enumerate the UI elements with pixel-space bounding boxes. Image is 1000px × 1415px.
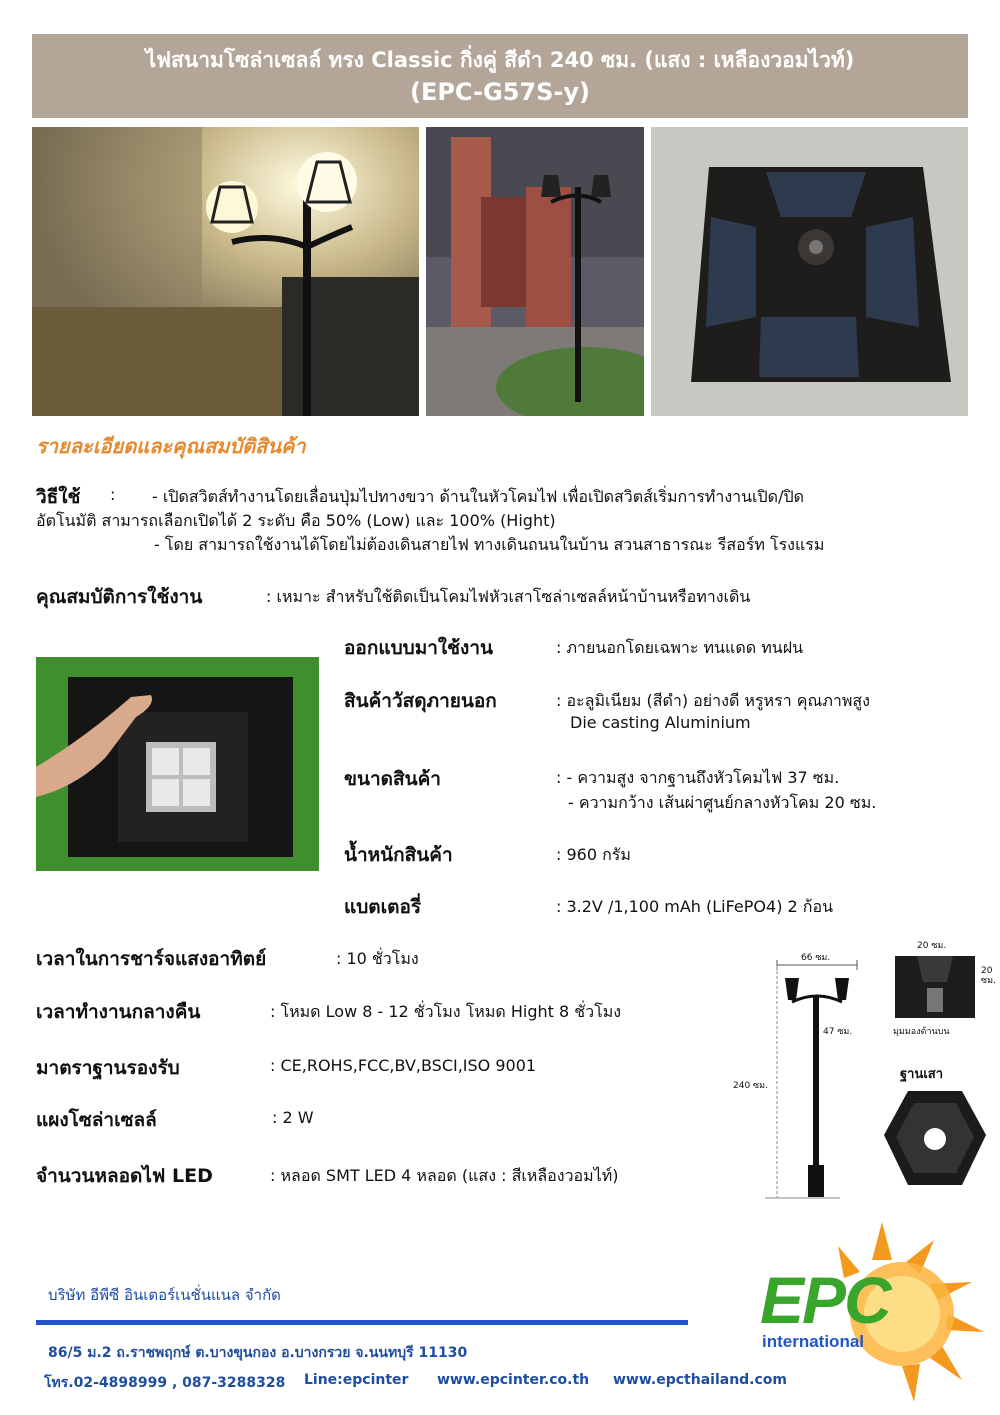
features-label: คุณสมบัติการใช้งาน [36, 586, 203, 608]
base-diagram [878, 1063, 993, 1203]
company-phone: โทร.02-4898999 , 087-3288328 [44, 1375, 286, 1391]
photo-lamp-lit-indoor [32, 127, 419, 416]
spec-value-led: : หลอด SMT LED 4 หลอด (แสง : สีเหลืองวอมไท์) [270, 1166, 619, 1185]
spec-label-led: จำนวนหลอดไฟ LED [36, 1165, 213, 1187]
spec-value-size-2: - ความกว้าง เส้นผ่าศูนย์กลางหัวโคม 20 ซม. [568, 793, 877, 812]
spec-value-material: : อะลูมิเนียม (สีดำ) อย่างดี หรูหรา คุณภาพสูง [556, 691, 870, 710]
spec-label-size: ขนาดสินค้า [344, 768, 441, 790]
usage-line1: - เปิดสวิตส์ทำงานโดยเลื่อนปุ่มไปทางขวา ด้านในหัวโคมไฟ เพื่อเปิดสวิตส์เริ่มการทำงานเปิด/ปิด [152, 487, 805, 506]
usage-label: วิธีใช้ [36, 486, 81, 508]
dimension-diagram [735, 940, 865, 1205]
spec-label-weight: น้ำหนักสินค้า [344, 844, 453, 866]
spec-value-standard: : CE,ROHS,FCC,BV,BSCI,ISO 9001 [270, 1056, 537, 1075]
company-name: บริษัท อีพีซี อินเตอร์เนชั่นแนล จำกัด [48, 1286, 281, 1304]
dim-head-height: 20 ซม. [981, 966, 996, 986]
spec-label-charge: เวลาในการชาร์จแสงอาทิตย์ [36, 948, 267, 970]
spec-label-standard: มาตราฐานรองรับ [36, 1057, 180, 1079]
spec-label-material: สินค้าวัสดุภายนอก [344, 690, 497, 712]
top-view-caption: มุมมองด้านบน [893, 1027, 950, 1037]
features-value: : เหมาะ สำหรับใช้ติดเป็นโคมไฟหัวเสาโซล่าเซลล์หน้าบ้านหรือทางเดิน [266, 587, 751, 606]
spec-value-material-2: Die casting Aluminium [570, 713, 751, 732]
photo-lamp-outdoor [426, 127, 644, 416]
dim-width: 66 ซม. [801, 953, 831, 963]
photo-lamp-switch [36, 657, 319, 871]
spec-label-panel: แผงโซล่าเซลล์ [36, 1109, 157, 1131]
spec-value-weight: : 960 กรัม [556, 845, 631, 864]
website-link-2[interactable]: www.epcthailand.com [613, 1372, 788, 1388]
logo-sub: international [762, 1332, 865, 1351]
base-caption: ฐานเสา [900, 1067, 944, 1082]
spec-label-night: เวลาทำงานกลางคืน [36, 1001, 201, 1023]
spec-value-charge: : 10 ชั่วโมง [336, 949, 419, 968]
logo-brand: EPC [760, 1263, 890, 1337]
usage-line2: อัตโนมัติ สามารถเลือกเปิดได้ 2 ระดับ คือ 50% (Low) และ 100% (Hight) [36, 511, 556, 530]
spec-value-size: : - ความสูง จากฐานถึงหัวโคมไฟ 37 ซม. [556, 768, 840, 787]
spec-label-design: ออกแบบมาใช้งาน [344, 637, 493, 659]
spec-value-panel: : 2 W [272, 1108, 314, 1127]
spec-value-night: : โหมด Low 8 - 12 ชั่วโมง โหมด Hight 8 ชั่วโมง [270, 1002, 622, 1021]
spec-label-battery: แบตเตอรี่ [344, 896, 422, 918]
title-banner [32, 34, 968, 118]
dim-arm: 47 ซม. [823, 1027, 853, 1037]
company-line[interactable]: Line:epcinter [304, 1372, 409, 1388]
head-top-diagram [887, 938, 999, 1038]
footer-divider [36, 1320, 688, 1325]
website-link-1[interactable]: www.epcinter.co.th [437, 1372, 590, 1388]
usage-colon: : [110, 485, 116, 504]
spec-value-battery: : 3.2V /1,100 mAh (LiFePO4) 2 ก้อน [556, 897, 834, 916]
product-code: (EPC-G57S-y) [409, 78, 591, 106]
section-title: รายละเอียดและคุณสมบัติสินค้า [36, 434, 306, 458]
usage-line3: - โดย สามารถใช้งานได้โดยไม่ต้องเดินสายไฟ ทางเดินถนนในบ้าน สวนสาธารณะ รีสอร์ท โรงแรม [154, 535, 825, 554]
epc-logo [752, 1222, 984, 1402]
dim-head-width: 20 ซม. [917, 941, 947, 951]
company-address: 86/5 ม.2 ถ.ราชพฤกษ์ ต.บางขุนกอง อ.บางกรวย จ.นนทบุรี 11130 [48, 1345, 468, 1361]
dim-height: 240 ซม. [733, 1081, 768, 1091]
product-title: ไฟสนามโซล่าเซลล์ ทรง Classic กิ่งคู่ สีดำ 240 ซม. (แสง : เหลืองวอมไวท์) [145, 48, 855, 72]
photo-lamp-head-top [651, 127, 968, 416]
spec-value-design: : ภายนอกโดยเฉพาะ ทนแดด ทนฝน [556, 638, 804, 657]
